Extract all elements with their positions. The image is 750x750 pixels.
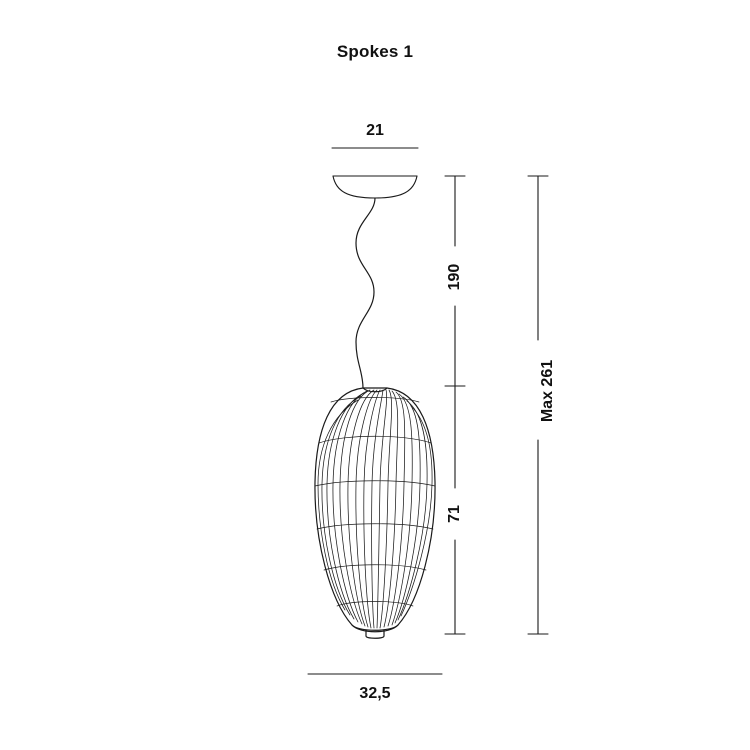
spoked-shade-outline	[315, 388, 435, 638]
suspension-cable	[356, 198, 375, 388]
dimension-label-71: 71	[446, 505, 463, 523]
dimension-label-190: 190	[446, 263, 463, 291]
page-title: Spokes 1	[336, 42, 414, 61]
dimension-label-max-261: Max 261	[539, 359, 556, 423]
shade-spokes	[318, 390, 432, 628]
dimension-label-bottom-width: 32,5	[359, 685, 391, 702]
ceiling-canopy	[333, 176, 417, 198]
dimension-label-top-width: 21	[366, 122, 384, 139]
